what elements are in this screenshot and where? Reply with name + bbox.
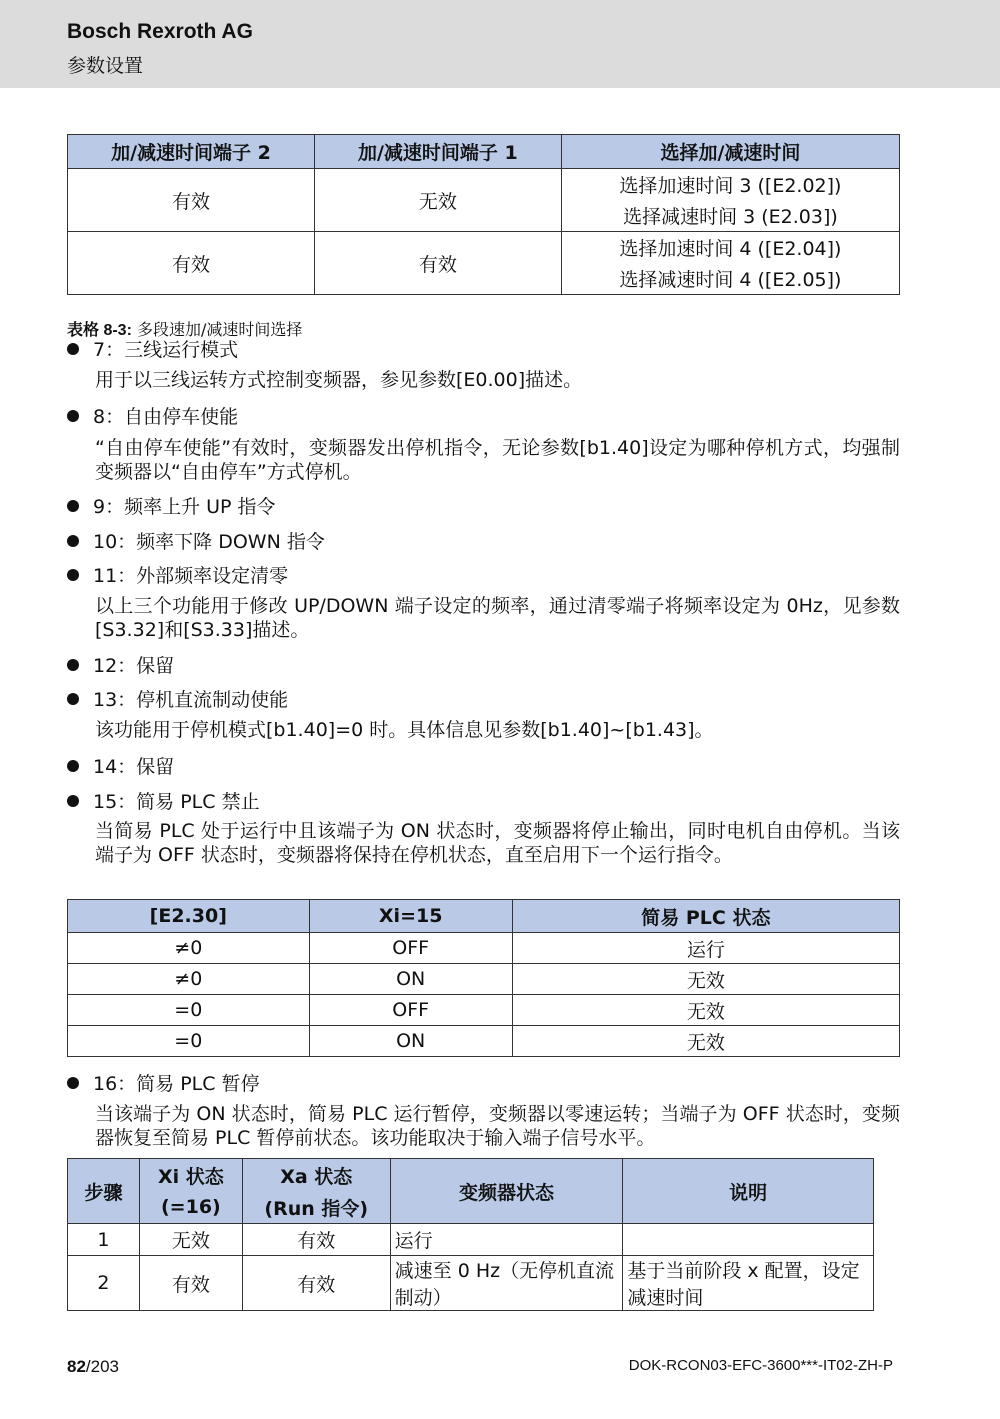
- bullet-icon: [67, 343, 79, 355]
- table-cell: 减速至 0 Hz（无停机直流制动）: [390, 1256, 623, 1311]
- table-header: 说明: [623, 1159, 874, 1224]
- table-cell: =0: [68, 995, 310, 1026]
- table-cell: 无效: [512, 995, 899, 1026]
- table-cell: 1: [68, 1224, 140, 1256]
- list-item: 10：频率下降 DOWN 指令: [67, 527, 325, 554]
- table-header: 加/减速时间端子 1: [314, 135, 561, 169]
- bullet-icon: [67, 659, 79, 671]
- table-cell: ≠0: [68, 964, 310, 995]
- bullet-icon: [67, 1077, 79, 1089]
- table-row: [68, 964, 900, 995]
- page-header: [0, 0, 1000, 88]
- caption-label: 表格 8-3:: [67, 322, 132, 339]
- table-cell: 有效: [314, 232, 561, 295]
- table-cell: OFF: [309, 995, 512, 1026]
- item-description: 用于以三线运转方式控制变频器，参见参数[E0.00]描述。: [95, 369, 583, 391]
- table-cell: 运行: [390, 1224, 623, 1256]
- table-cell: 有效: [68, 232, 315, 295]
- item-description: “自由停车使能”有效时，变频器发出停机指令，无论参数[b1.40]设定为哪种停机方式，均强制变频器以“自由停车”方式停机。: [95, 437, 900, 483]
- accel-decel-table: [67, 134, 900, 295]
- bullet-icon: [67, 410, 79, 422]
- page-number: 82/203: [67, 1357, 120, 1376]
- table-row: [68, 1224, 874, 1256]
- caption-text: 多段速加/减速时间选择: [137, 320, 303, 339]
- table-cell: 运行: [512, 933, 899, 964]
- table-cell: ON: [309, 964, 512, 995]
- list-item: 13：停机直流制动使能: [67, 685, 288, 712]
- table-cell: 选择减速时间 3 (E2.03]): [561, 200, 899, 232]
- list-item: 7：三线运行模式: [67, 335, 238, 362]
- table-cell: =0: [68, 1026, 310, 1057]
- plc-pause-table: [67, 1158, 874, 1311]
- item-description: 当简易 PLC 处于运行中且该端子为 ON 状态时，变频器将停止输出，同时电机自由停机。当该端子为 OFF 状态时，变频器将保持在停机状态，直至启用下一个运行指令。: [95, 820, 900, 866]
- bullet-icon: [67, 500, 79, 512]
- table-cell: ≠0: [68, 933, 310, 964]
- table-cell: 选择加速时间 3 ([E2.02]): [561, 169, 899, 201]
- table-header: 步骤: [68, 1159, 140, 1224]
- document-id: DOK-RCON03-EFC-3600***-IT02-ZH-P: [628, 1357, 893, 1374]
- table-header: 变频器状态: [390, 1159, 623, 1224]
- table-cell: 有效: [242, 1256, 390, 1311]
- table-cell: 无效: [139, 1224, 242, 1256]
- list-item: 15：简易 PLC 禁止: [67, 787, 260, 814]
- item-description: 该功能用于停机模式[b1.40]=0 时。具体信息见参数[b1.40]~[b1.43]。: [95, 719, 714, 741]
- table-row: [68, 1256, 874, 1311]
- table-cell: [623, 1224, 874, 1256]
- table-row: [68, 1026, 900, 1057]
- plc-disable-table: [67, 899, 900, 1057]
- table-cell: 无效: [512, 964, 899, 995]
- list-item: 14：保留: [67, 752, 174, 779]
- table-cell: 无效: [512, 1026, 899, 1057]
- list-item: 9：频率上升 UP 指令: [67, 492, 276, 519]
- table-header: (Run 指令): [242, 1191, 390, 1224]
- table-cell: 有效: [68, 169, 315, 232]
- table-cell: 有效: [139, 1256, 242, 1311]
- bullet-icon: [67, 760, 79, 772]
- company-name: Bosch Rexroth AG: [67, 20, 253, 43]
- table-row: [68, 995, 900, 1026]
- item-description: 以上三个功能用于修改 UP/DOWN 端子设定的频率，通过清零端子将频率设定为 0Hz，见参数 [S3.32]和[S3.33]描述。: [95, 595, 900, 641]
- table-header: Xi 状态: [139, 1159, 242, 1192]
- table-cell: OFF: [309, 933, 512, 964]
- table-cell: 2: [68, 1256, 140, 1311]
- table-header: [E2.30]: [68, 900, 310, 933]
- table-cell: 有效: [242, 1224, 390, 1256]
- table-header: (=16): [139, 1191, 242, 1224]
- table-row: [68, 933, 900, 964]
- list-item: 8：自由停车使能: [67, 402, 238, 429]
- bullet-icon: [67, 535, 79, 547]
- table-cell: 基于当前阶段 x 配置，设定减速时间: [623, 1256, 874, 1311]
- section-title: 参数设置: [67, 55, 144, 77]
- bullet-icon: [67, 795, 79, 807]
- bullet-icon: [67, 569, 79, 581]
- bullet-icon: [67, 693, 79, 705]
- table-header: Xa 状态: [242, 1159, 390, 1192]
- item-description: 当该端子为 ON 状态时，简易 PLC 运行暂停，变频器以零速运转；当端子为 OFF 状态时，变频器恢复至简易 PLC 暂停前状态。该功能取决于输入端子信号水平。: [95, 1103, 900, 1149]
- table-header: 选择加/减速时间: [561, 135, 899, 169]
- list-item: 16：简易 PLC 暂停: [67, 1069, 260, 1096]
- table-cell: 选择减速时间 4 ([E2.05]): [561, 263, 899, 295]
- table-cell: ON: [309, 1026, 512, 1057]
- table-header: 简易 PLC 状态: [512, 900, 899, 933]
- table-header: Xi=15: [309, 900, 512, 933]
- table-cell: 无效: [314, 169, 561, 232]
- list-item: 12：保留: [67, 651, 174, 678]
- table-header: 加/减速时间端子 2: [68, 135, 315, 169]
- table-cell: 选择加速时间 4 ([E2.04]): [561, 232, 899, 264]
- list-item: 11：外部频率设定清零: [67, 561, 288, 588]
